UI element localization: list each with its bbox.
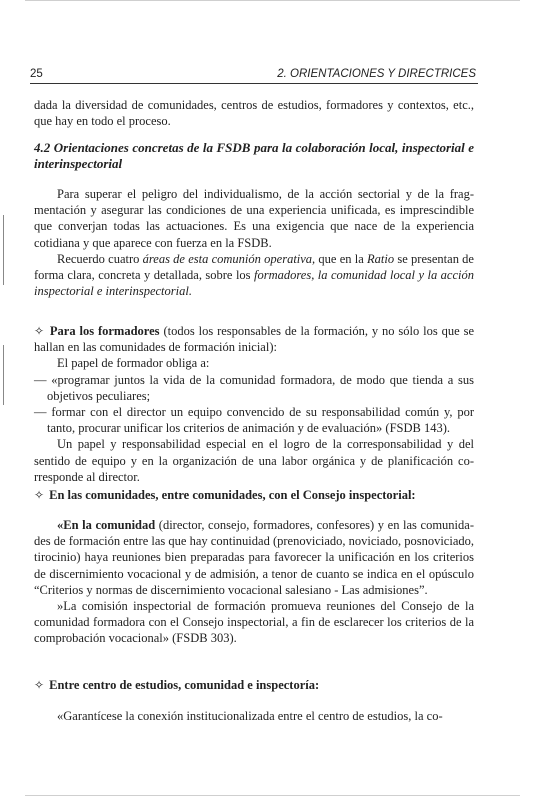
diamond-bullet-icon: ✧ xyxy=(34,488,45,502)
bottom-edge-rule xyxy=(25,795,520,796)
comunidades-paragraph-2: »La comisión inspectorial de formación promueva reuniones del Consejo de la comunidad formadora con el Consejo inspectorial, a fin de esclarecer los criterios de la comprobación vocacional» (FSDB 303). xyxy=(34,599,474,646)
formadores-lead: ✧ Para los formadores (todos los responsables de la formación, y no sólo los que se hallan en las comunidades de formación inicial): xyxy=(34,324,474,355)
comunidades-lead xyxy=(34,487,474,503)
centro-body xyxy=(34,708,474,724)
comunidades-paragraph-1: «En la comunidad (director, consejo, formadores, confesores) y en las comunidades de formación entre las que hay continuidad (prenoviciado, noviciado, posnoviciado, tirocinio) haya reuniones bien preparadas para favorecer la unificación en los criterios de discernimiento vocacional y de admisión, a tenor de cuanto se indica en el opúsculo “Criterios y normas de discernimiento vocacional salesiano - Las admisiones”. xyxy=(34,518,474,597)
formadores-line: El papel de formador obliga a: xyxy=(57,356,210,371)
margin-mark xyxy=(3,345,4,405)
comunidades-heading: En las comunidades, entre comunidades, con el Consejo inspectorial: xyxy=(49,488,416,502)
formadores-item-2: — formar con el director un equipo convencido de su responsabilidad común y, por tanto, procurar unificar los criterios de animación y de evaluación» (FSDB 143). xyxy=(34,405,474,436)
comunidades-body xyxy=(34,517,474,647)
intro-paragraph xyxy=(34,97,474,129)
section-title: 4.2 Orientaciones concretas de la FSDB para la colaboración local, inspectorial e interinspectorial xyxy=(34,140,474,171)
section-paragraph-1: Para superar el peligro del individualismo, de la acción sectorial y de la fragmentación y asegurar las condiciones de una experiencia unificada, es imprescindible que converjan todas las actuaciones. Es una exigencia que nace de la experiencia cotidiana y que aparece con fuerza en la FSDB. xyxy=(34,187,474,250)
running-title: 2. ORIENTACIONES Y DIRECTRICES xyxy=(277,68,476,80)
formadores-paragraph: Un papel y responsabilidad especial en el logro de la corresponsabilidad y del sentido de equipo y en la organización de una labor orgánica y de planificación corresponde al director. xyxy=(34,437,474,484)
margin-mark xyxy=(3,215,4,285)
formadores-heading: Para los formadores xyxy=(49,324,160,338)
formadores-item-1: — «programar juntos la vida de la comunidad formadora, de modo que tienda a sus objetivos peculiares; xyxy=(34,372,474,403)
centro-block xyxy=(34,677,474,693)
section-paragraph-2: Recuerdo cuatro áreas de esta comunión operativa, que en la Ratio se presentan de forma clara, concreta y detallada, sobre los formadores, la comunidad local y la acción inspectorial e interinspectorial. xyxy=(34,251,474,299)
section-body xyxy=(34,186,474,299)
section-heading-block xyxy=(34,140,474,172)
comunidades-block xyxy=(34,487,474,503)
top-edge-rule xyxy=(25,0,520,1)
page-number: 25 xyxy=(30,68,43,80)
centro-lead xyxy=(34,677,474,693)
centro-heading: Entre centro de estudios, comunidad e inspectoría: xyxy=(49,678,320,692)
formadores-block xyxy=(34,323,474,485)
diamond-bullet-icon: ✧ xyxy=(34,678,45,692)
intro-text: dada la diversidad de comunidades, centros de estudios, formadores y contextos, etc., que hay en todo el proceso. xyxy=(34,98,474,129)
diamond-bullet-icon: ✧ xyxy=(34,324,45,338)
centro-paragraph-1: «Garantícese la conexión institucionalizada entre el centro de estudios, la co- xyxy=(57,709,443,723)
header-rule xyxy=(30,83,478,84)
